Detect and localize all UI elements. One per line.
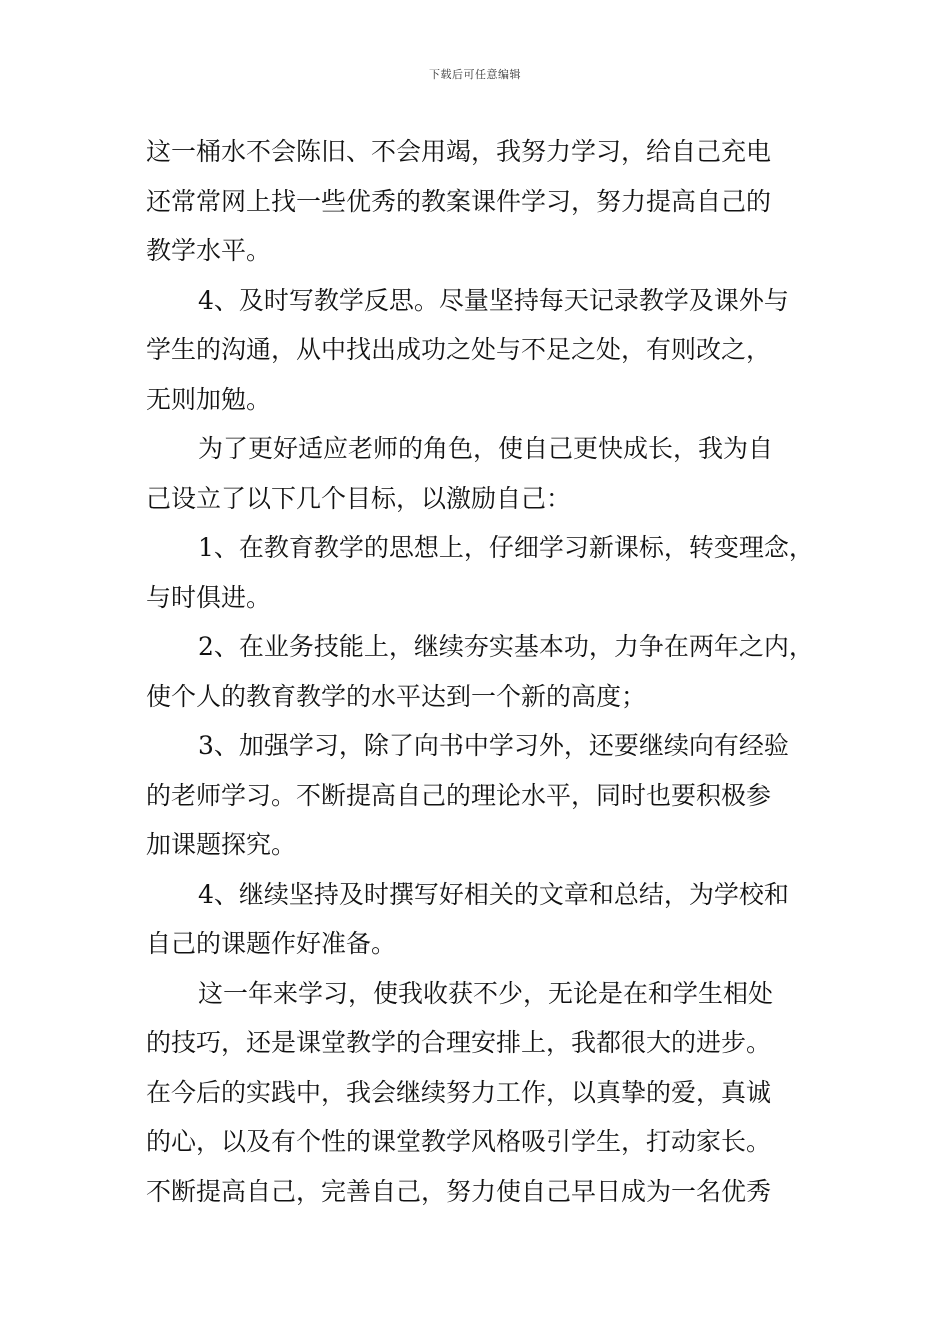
document-body	[146, 127, 816, 1216]
text-line: 还常常网上找一些优秀的教案课件学习，努力提高自己的	[146, 186, 772, 216]
text-line: 为了更好适应老师的角色，使自己更快成长，我为自	[198, 434, 774, 463]
page-header: 下载后可任意编辑	[429, 68, 521, 81]
text-line: 学生的沟通，从中找出成功之处与不足之处，有则改之，	[146, 335, 772, 364]
text-line: 这一桶水不会陈旧、不会用竭，我努力学习，给自己充电	[146, 137, 772, 166]
text-line: 教学水平。	[146, 236, 272, 265]
text-line: 自己的课题作好准备。	[146, 929, 397, 958]
text-line: 1、在教育教学的思想上，仔细学习新课标，转变理念，	[198, 533, 814, 562]
text-line: 的技巧，还是课堂教学的合理安排上，我都很大的进步。	[146, 1028, 772, 1057]
text-line: 4、继续坚持及时撰写好相关的文章和总结，为学校和	[198, 879, 789, 909]
text-line: 这一年来学习，使我收获不少，无论是在和学生相处	[198, 978, 774, 1008]
text-line: 己设立了以下几个目标，以激励自己：	[146, 483, 572, 513]
text-line: 的心，以及有个性的课堂教学风格吸引学生，打动家长。	[146, 1127, 772, 1156]
text-line: 与时俱进。	[146, 582, 272, 612]
text-line: 不断提高自己，完善自己，努力使自己早日成为一名优秀	[146, 1176, 772, 1206]
text-line: 在今后的实践中，我会继续努力工作，以真挚的爱，真诚	[146, 1077, 772, 1107]
text-line: 的老师学习。不断提高自己的理论水平，同时也要积极参	[146, 780, 772, 810]
text-line: 使个人的教育教学的水平达到一个新的高度；	[146, 681, 647, 711]
text-line: 无则加勉。	[146, 384, 272, 414]
text-line: 2、在业务技能上，继续夯实基本功，力争在两年之内，	[198, 632, 814, 661]
text-line: 加课题探究。	[146, 830, 297, 859]
text-line: 4、及时写教学反思。尽量坚持每天记录教学及课外与	[198, 285, 789, 315]
text-line: 3、加强学习，除了向书中学习外，还要继续向有经验	[198, 731, 789, 760]
